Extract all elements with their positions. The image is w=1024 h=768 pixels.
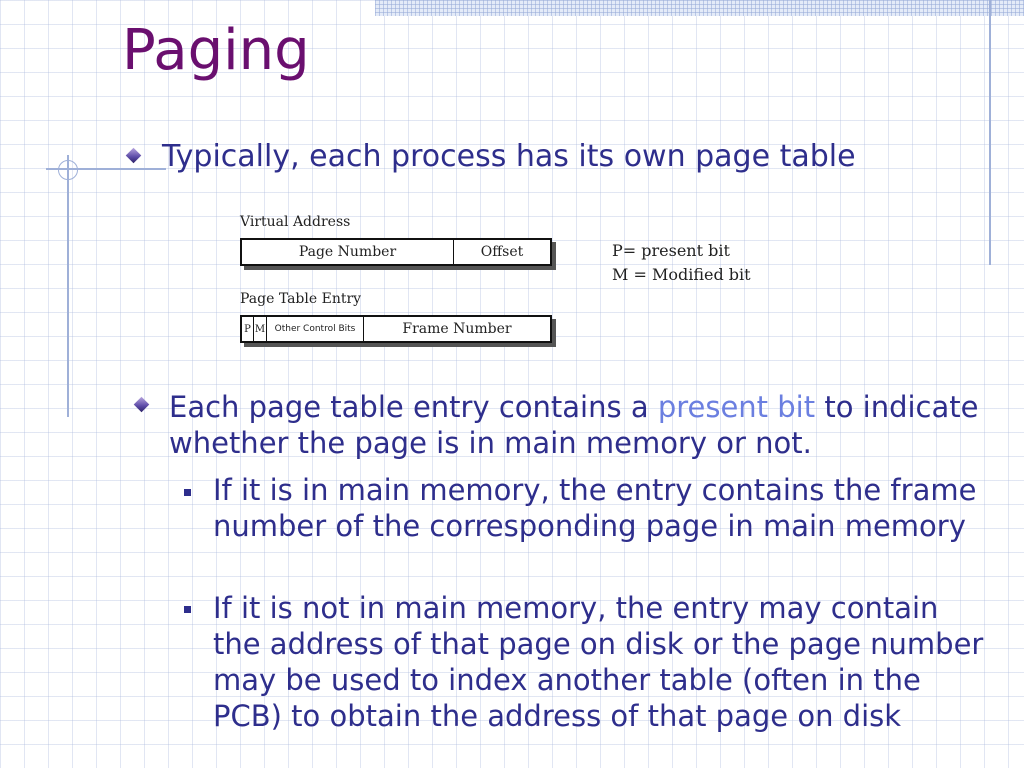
top-decorative-band: [375, 0, 1024, 16]
bullet-present-bit: [169, 389, 989, 461]
frame-number-field: Frame Number: [402, 321, 512, 337]
present-bit-highlight: present bit: [657, 390, 816, 424]
present-bit-field: P: [242, 317, 254, 341]
page-table-entry-box: [240, 315, 552, 343]
left-vertical-rule: [67, 155, 69, 417]
diamond-bullet-icon: [126, 148, 142, 164]
other-control-bits-field: Other Control Bits: [267, 317, 364, 341]
page-table-entry-label: Page Table Entry: [240, 291, 362, 307]
virtual-address-box: [240, 238, 552, 266]
modified-bit-field: M: [254, 317, 267, 341]
slide-title: Paging: [122, 18, 310, 83]
virtual-address-label: Virtual Address: [240, 214, 351, 230]
legend-modified-bit: M = Modified bit: [612, 265, 751, 284]
corner-circle-ornament: [58, 160, 78, 180]
square-bullet-icon: [184, 606, 191, 613]
right-vertical-rule: [989, 0, 991, 265]
diamond-bullet-icon: [134, 397, 150, 413]
page-number-field: Page Number: [242, 240, 454, 264]
legend-present-bit: P= present bit: [612, 241, 730, 260]
sub-bullet-not-in-memory: If it is not in main memory, the entry may contain the address of that page on disk or the page number may be used to index another table (often in the PCB) to obtain the address of that page on disk: [213, 591, 984, 733]
sub-bullet-in-memory: If it is in main memory, the entry contains the frame number of the corresponding page in main memory: [213, 473, 977, 543]
offset-field: Offset: [480, 244, 524, 260]
bullet-present-bit-text-after: to indicate whether the page is in main memory or not.: [169, 390, 979, 460]
bullet-present-bit-text-before: Each page table entry contains a: [169, 390, 658, 424]
square-bullet-icon: [184, 489, 191, 496]
bullet-page-table: Typically, each process has its own page table: [162, 139, 856, 174]
